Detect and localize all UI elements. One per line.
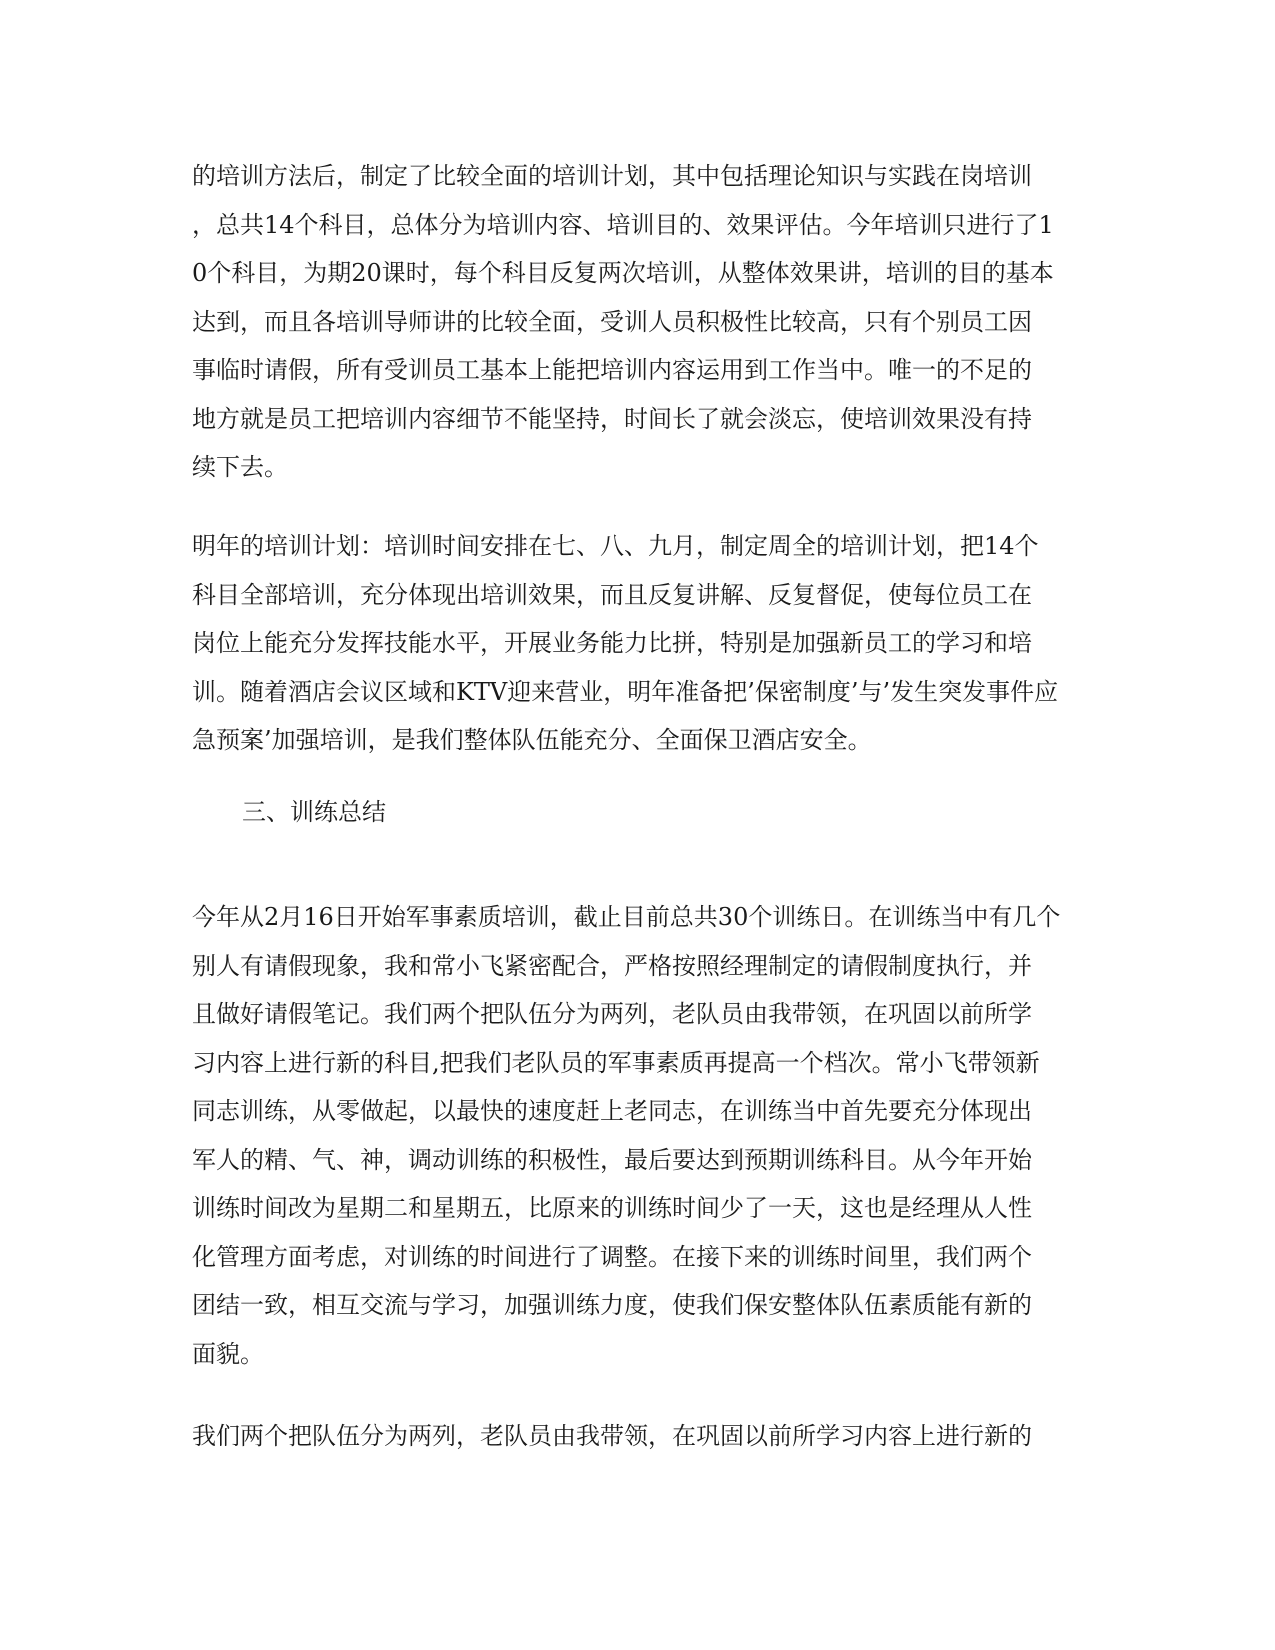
text-line: 化管理方面考虑，对训练的时间进行了调整。在接下来的训练时间里，我们两个 bbox=[192, 1242, 1032, 1271]
text-line: ，总共14个科目，总体分为培训内容、培训目的、效果评估。今年培训只进行了1 bbox=[192, 210, 1054, 239]
paragraph-training-summary bbox=[192, 893, 1082, 1378]
text-line: 科目全部培训，充分体现出培训效果，而且反复讲解、反复督促，使每位员工在 bbox=[192, 580, 1032, 609]
text-line: 达到，而且各培训导师讲的比较全面，受训人员积极性比较高，只有个别员工因 bbox=[192, 307, 1032, 336]
text-line: 军人的精、气、神，调动训练的积极性，最后要达到预期训练科目。从今年开始 bbox=[192, 1145, 1032, 1174]
section-heading bbox=[242, 788, 1132, 837]
text-line: 的培训方法后，制定了比较全面的培训计划，其中包括理论知识与实践在岗培训 bbox=[192, 162, 1032, 190]
paragraph-team-division bbox=[192, 1412, 1082, 1461]
text-line: 面貌。 bbox=[192, 1339, 264, 1368]
text-line: 且做好请假笔记。我们两个把队伍分为两列，老队员由我带领，在巩固以前所学 bbox=[192, 1000, 1032, 1028]
text-line: 今年从2月16日开始军事素质培训，截止目前总共30个训练日。在训练当中有几个 bbox=[192, 903, 1061, 931]
text-line: 我们两个把队伍分为两列，老队员由我带领，在巩固以前所学习内容上进行新的 bbox=[192, 1422, 1032, 1450]
text-line: 续下去。 bbox=[192, 453, 288, 481]
text-line: 地方就是员工把培训内容细节不能坚持，时间长了就会淡忘，使培训效果没有持 bbox=[192, 404, 1032, 433]
text-line: 事临时请假，所有受训员工基本上能把培训内容运用到工作当中。唯一的不足的 bbox=[192, 356, 1032, 384]
text-line: 同志训练，从零做起，以最快的速度赶上老同志，在训练当中首先要充分体现出 bbox=[192, 1097, 1032, 1125]
text-line: 训。随着酒店会议区域和KTV迎来营业，明年准备把’保密制度’与’发生突发事件应 bbox=[192, 677, 1059, 706]
text-line: 明年的培训计划：培训时间安排在七、八、九月，制定周全的培训计划，把14个 bbox=[192, 532, 1039, 560]
section-heading-text: 三、训练总结 bbox=[242, 798, 386, 826]
text-line: 别人有请假现象，我和常小飞紧密配合，严格按照经理制定的请假制度执行，并 bbox=[192, 951, 1032, 980]
text-line: 0个科目，为期20课时，每个科目反复两次培训，从整体效果讲，培训的目的基本 bbox=[192, 259, 1054, 287]
text-line: 急预案’加强培训，是我们整体队伍能充分、全面保卫酒店安全。 bbox=[192, 726, 872, 754]
text-line: 团结一致，相互交流与学习，加强训练力度，使我们保安整体队伍素质能有新的 bbox=[192, 1291, 1032, 1319]
text-line: 岗位上能充分发挥技能水平，开展业务能力比拼，特别是加强新员工的学习和培 bbox=[192, 629, 1032, 657]
paragraph-next-year-plan bbox=[192, 522, 1082, 765]
text-line: 训练时间改为星期二和星期五，比原来的训练时间少了一天，这也是经理从人性 bbox=[192, 1194, 1032, 1222]
paragraph-training-plan bbox=[192, 152, 1082, 492]
text-line: 习内容上进行新的科目,把我们老队员的军事素质再提高一个档次。常小飞带领新 bbox=[192, 1048, 1040, 1077]
